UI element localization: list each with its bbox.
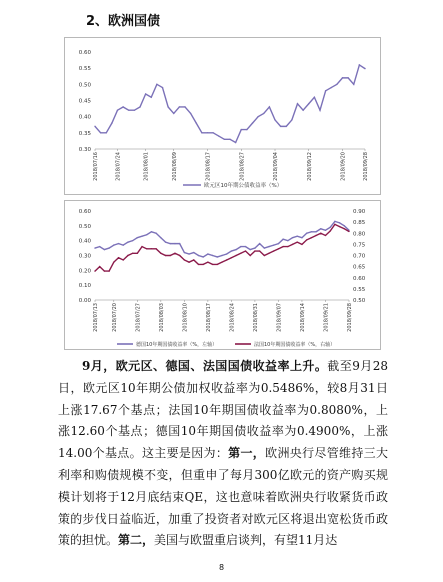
data-point bbox=[137, 253, 138, 254]
data-point bbox=[167, 106, 168, 107]
data-point bbox=[188, 261, 189, 262]
data-point bbox=[301, 237, 302, 238]
y-right-tick-label: 0.55 bbox=[353, 286, 366, 293]
data-point bbox=[320, 233, 321, 234]
data-point bbox=[113, 244, 114, 245]
data-point bbox=[320, 228, 321, 229]
data-point bbox=[250, 255, 251, 256]
data-point bbox=[302, 110, 303, 111]
data-point bbox=[217, 264, 218, 265]
data-point bbox=[325, 90, 326, 91]
eurozone-yield-chart bbox=[64, 37, 381, 195]
y-right-tick-label: 0.85 bbox=[353, 220, 366, 227]
data-point bbox=[353, 84, 354, 85]
data-point bbox=[221, 255, 222, 256]
data-point bbox=[339, 222, 340, 223]
data-point bbox=[123, 244, 124, 245]
x-tick-label: 2018/09/12 bbox=[306, 152, 313, 181]
paragraph-second-label: 第二， bbox=[118, 533, 155, 548]
data-point bbox=[118, 243, 119, 244]
x-tick-label: 2018/08/24 bbox=[229, 303, 236, 332]
data-point bbox=[218, 135, 219, 136]
x-tick-label: 2018/09/20 bbox=[340, 152, 347, 181]
x-tick-label: 2018/09/14 bbox=[299, 303, 306, 332]
data-point bbox=[245, 246, 246, 247]
data-point bbox=[132, 253, 133, 254]
y-right-tick-label: 0.75 bbox=[353, 242, 366, 249]
data-point bbox=[252, 122, 253, 123]
data-point bbox=[235, 249, 236, 250]
data-point bbox=[174, 253, 175, 254]
data-point bbox=[339, 226, 340, 227]
data-point bbox=[221, 261, 222, 262]
data-point bbox=[99, 246, 100, 247]
data-point bbox=[160, 237, 161, 238]
x-tick-label: 2018/07/20 bbox=[111, 303, 118, 332]
data-point bbox=[160, 253, 161, 254]
y-tick-label: 0.50 bbox=[78, 82, 91, 89]
paragraph-second-text: 美国与欧盟重启谈判，有望11月达 bbox=[154, 533, 338, 548]
data-point bbox=[207, 132, 208, 133]
data-point bbox=[212, 264, 213, 265]
x-tick-label: 2018/08/31 bbox=[252, 303, 259, 332]
data-point bbox=[273, 244, 274, 245]
data-point bbox=[117, 110, 118, 111]
data-point bbox=[170, 255, 171, 256]
data-point bbox=[137, 237, 138, 238]
y-right-tick-label: 0.80 bbox=[353, 231, 366, 238]
data-point bbox=[146, 234, 147, 235]
data-point bbox=[123, 259, 124, 260]
data-point bbox=[342, 77, 343, 78]
data-point bbox=[127, 241, 128, 242]
data-point bbox=[259, 250, 260, 251]
data-point bbox=[201, 132, 202, 133]
data-point bbox=[269, 106, 270, 107]
paragraph-lead: 9月，欧元区、德国、法国国债收益率上升。 bbox=[82, 359, 328, 373]
data-point bbox=[263, 113, 264, 114]
data-point bbox=[231, 257, 232, 258]
data-point bbox=[235, 142, 236, 143]
data-point bbox=[325, 230, 326, 231]
series-line-1 bbox=[95, 65, 365, 143]
data-point bbox=[246, 129, 247, 130]
data-point bbox=[235, 255, 236, 256]
data-point bbox=[134, 110, 135, 111]
data-point bbox=[94, 270, 95, 271]
data-point bbox=[104, 249, 105, 250]
y-right-tick-label: 0.90 bbox=[353, 209, 366, 215]
section-title: 2、欧洲国债 bbox=[86, 14, 161, 29]
x-tick-label: 2018/08/01 bbox=[143, 152, 150, 181]
data-point bbox=[268, 246, 269, 247]
paragraph-first-label: 第一， bbox=[228, 446, 266, 461]
x-tick-label: 2018/09/28 bbox=[363, 152, 369, 181]
data-point bbox=[359, 64, 360, 65]
data-point bbox=[141, 246, 142, 247]
data-point bbox=[306, 233, 307, 234]
data-point bbox=[257, 116, 258, 117]
x-tick-label: 2018/09/28 bbox=[347, 303, 353, 332]
data-point bbox=[155, 248, 156, 249]
page-number: 8 bbox=[218, 563, 225, 572]
data-point bbox=[331, 87, 332, 88]
data-point bbox=[348, 231, 349, 232]
data-point bbox=[151, 97, 152, 98]
data-point bbox=[282, 246, 283, 247]
data-point bbox=[250, 249, 251, 250]
data-point bbox=[311, 231, 312, 232]
data-point bbox=[202, 264, 203, 265]
data-point bbox=[226, 253, 227, 254]
x-tick-label: 2018/09/04 bbox=[273, 152, 279, 181]
data-point bbox=[297, 236, 298, 237]
data-point bbox=[139, 106, 140, 107]
data-point bbox=[329, 230, 330, 231]
data-point bbox=[179, 255, 180, 256]
data-point bbox=[268, 253, 269, 254]
data-point bbox=[315, 231, 316, 232]
legend-label: 欧元区10年期公债收益率（%） bbox=[204, 183, 283, 189]
y-tick-label: 0.30 bbox=[78, 147, 91, 153]
x-tick-label: 2018/08/10 bbox=[182, 303, 189, 332]
data-point bbox=[212, 132, 213, 133]
data-point bbox=[156, 84, 157, 85]
data-point bbox=[291, 119, 292, 120]
data-point bbox=[329, 227, 330, 228]
data-point bbox=[198, 255, 199, 256]
data-point bbox=[179, 243, 180, 244]
data-point bbox=[193, 252, 194, 253]
data-point bbox=[229, 139, 230, 140]
y-right-tick-label: 0.65 bbox=[353, 264, 366, 271]
y-left-tick-label: 0.00 bbox=[78, 298, 91, 304]
eurozone-yield-chart-svg bbox=[65, 38, 380, 194]
data-point bbox=[319, 110, 320, 111]
data-point bbox=[207, 253, 208, 254]
data-point bbox=[292, 237, 293, 238]
data-point bbox=[196, 122, 197, 123]
data-point bbox=[287, 246, 288, 247]
data-point bbox=[111, 122, 112, 123]
y-left-tick-label: 0.10 bbox=[78, 283, 91, 290]
data-point bbox=[274, 119, 275, 120]
x-tick-label: 2018/07/24 bbox=[115, 152, 122, 181]
data-point bbox=[226, 259, 227, 260]
data-point bbox=[287, 240, 288, 241]
data-point bbox=[173, 113, 174, 114]
data-point bbox=[286, 126, 287, 127]
data-point bbox=[188, 253, 189, 254]
data-point bbox=[240, 253, 241, 254]
data-point bbox=[145, 93, 146, 94]
data-point bbox=[198, 264, 199, 265]
data-point bbox=[292, 244, 293, 245]
y-tick-label: 0.35 bbox=[78, 130, 91, 137]
data-point bbox=[165, 241, 166, 242]
data-point bbox=[118, 257, 119, 258]
data-point bbox=[174, 243, 175, 244]
data-point bbox=[282, 238, 283, 239]
data-point bbox=[264, 247, 265, 248]
legend-label-2: 法国10年期国债收益率（%，右轴） bbox=[254, 342, 336, 348]
data-point bbox=[334, 224, 335, 225]
y-right-tick-label: 0.50 bbox=[353, 298, 366, 304]
x-tick-label: 2018/07/27 bbox=[135, 303, 142, 332]
x-tick-label: 2018/07/16 bbox=[93, 152, 99, 181]
data-point bbox=[132, 240, 133, 241]
data-point bbox=[104, 270, 105, 271]
y-left-tick-label: 0.40 bbox=[78, 238, 91, 245]
x-tick-label: 2018/08/09 bbox=[171, 152, 178, 181]
data-point bbox=[217, 256, 218, 257]
data-point bbox=[212, 255, 213, 256]
data-point bbox=[325, 235, 326, 236]
data-point bbox=[151, 231, 152, 232]
data-point bbox=[184, 106, 185, 107]
data-point bbox=[347, 77, 348, 78]
data-point bbox=[162, 87, 163, 88]
data-point bbox=[264, 255, 265, 256]
x-tick-label: 2018/08/17 bbox=[205, 152, 212, 181]
data-point bbox=[190, 113, 191, 114]
data-point bbox=[336, 84, 337, 85]
x-tick-label: 2018/08/27 bbox=[239, 152, 246, 181]
y-tick-label: 0.60 bbox=[78, 50, 91, 56]
data-point bbox=[99, 266, 100, 267]
data-point bbox=[254, 247, 255, 248]
data-point bbox=[179, 106, 180, 107]
data-point bbox=[254, 250, 255, 251]
data-point bbox=[184, 259, 185, 260]
data-point bbox=[259, 243, 260, 244]
y-left-tick-label: 0.20 bbox=[78, 268, 91, 275]
data-point bbox=[278, 248, 279, 249]
x-tick-label: 2018/08/17 bbox=[205, 303, 212, 332]
y-tick-label: 0.40 bbox=[78, 114, 91, 121]
data-point bbox=[94, 247, 95, 248]
data-point bbox=[245, 250, 246, 251]
legend-label-1: 德国10年期国债收益率（%，左轴） bbox=[136, 342, 218, 348]
data-point bbox=[155, 233, 156, 234]
data-point bbox=[280, 126, 281, 127]
data-point bbox=[240, 246, 241, 247]
y-left-tick-label: 0.60 bbox=[78, 209, 91, 215]
data-point bbox=[241, 129, 242, 130]
data-point bbox=[127, 255, 128, 256]
y-right-tick-label: 0.70 bbox=[353, 253, 366, 260]
data-point bbox=[106, 132, 107, 133]
data-point bbox=[184, 252, 185, 253]
data-point bbox=[297, 241, 298, 242]
data-point bbox=[311, 237, 312, 238]
data-point bbox=[231, 250, 232, 251]
germany-france-yield-chart-svg bbox=[65, 201, 380, 349]
x-tick-label: 2018/09/21 bbox=[323, 303, 330, 332]
data-point bbox=[301, 244, 302, 245]
data-point bbox=[94, 126, 95, 127]
data-point bbox=[207, 261, 208, 262]
data-point bbox=[334, 221, 335, 222]
y-right-tick-label: 0.60 bbox=[353, 275, 366, 282]
data-point bbox=[306, 239, 307, 240]
y-tick-label: 0.55 bbox=[78, 66, 91, 73]
data-point bbox=[224, 139, 225, 140]
data-point bbox=[108, 247, 109, 248]
x-tick-label: 2018/09/07 bbox=[276, 303, 283, 332]
data-point bbox=[314, 97, 315, 98]
data-point bbox=[151, 248, 152, 249]
data-point bbox=[273, 250, 274, 251]
paragraph-first-text: 欧洲央行尽管维持三大利率和购债规模不变，但重申了每月300亿欧元的资产购买规模计划将于12月底结束QE，这也意味着欧洲央行收紧货币政策的步伐日益临近，加重了投资者对欧元区将退出宽松货币政策的担忧。 bbox=[58, 446, 388, 548]
data-point bbox=[344, 228, 345, 229]
data-point bbox=[128, 110, 129, 111]
germany-france-yield-chart bbox=[64, 200, 381, 350]
data-point bbox=[278, 243, 279, 244]
data-point bbox=[141, 236, 142, 237]
x-tick-label: 2018/08/03 bbox=[158, 303, 165, 332]
body-paragraph bbox=[58, 356, 388, 552]
x-tick-label: 2018/07/13 bbox=[93, 303, 99, 332]
data-point bbox=[165, 255, 166, 256]
data-point bbox=[100, 132, 101, 133]
data-point bbox=[308, 103, 309, 104]
data-point bbox=[364, 68, 365, 69]
y-tick-label: 0.45 bbox=[78, 98, 91, 105]
data-point bbox=[297, 103, 298, 104]
data-point bbox=[113, 261, 114, 262]
data-point bbox=[344, 225, 345, 226]
data-point bbox=[315, 235, 316, 236]
data-point bbox=[122, 106, 123, 107]
data-point bbox=[108, 270, 109, 271]
data-point bbox=[170, 243, 171, 244]
data-point bbox=[193, 259, 194, 260]
series-line-1 bbox=[95, 221, 349, 257]
data-point bbox=[146, 248, 147, 249]
paragraph-body-1: 截至9月28日，欧元区10年期公债加权收益率为0.5486%，较8月31日上涨17.67个基点；法国10年期国债收益率为0.8080%，上涨12.60个基点；德国10年期国债收益率为0.4900%，上涨14.00个基点。这主要是因为： bbox=[58, 359, 388, 461]
y-left-tick-label: 0.30 bbox=[78, 253, 91, 260]
y-left-tick-label: 0.50 bbox=[78, 223, 91, 230]
data-point bbox=[202, 256, 203, 257]
